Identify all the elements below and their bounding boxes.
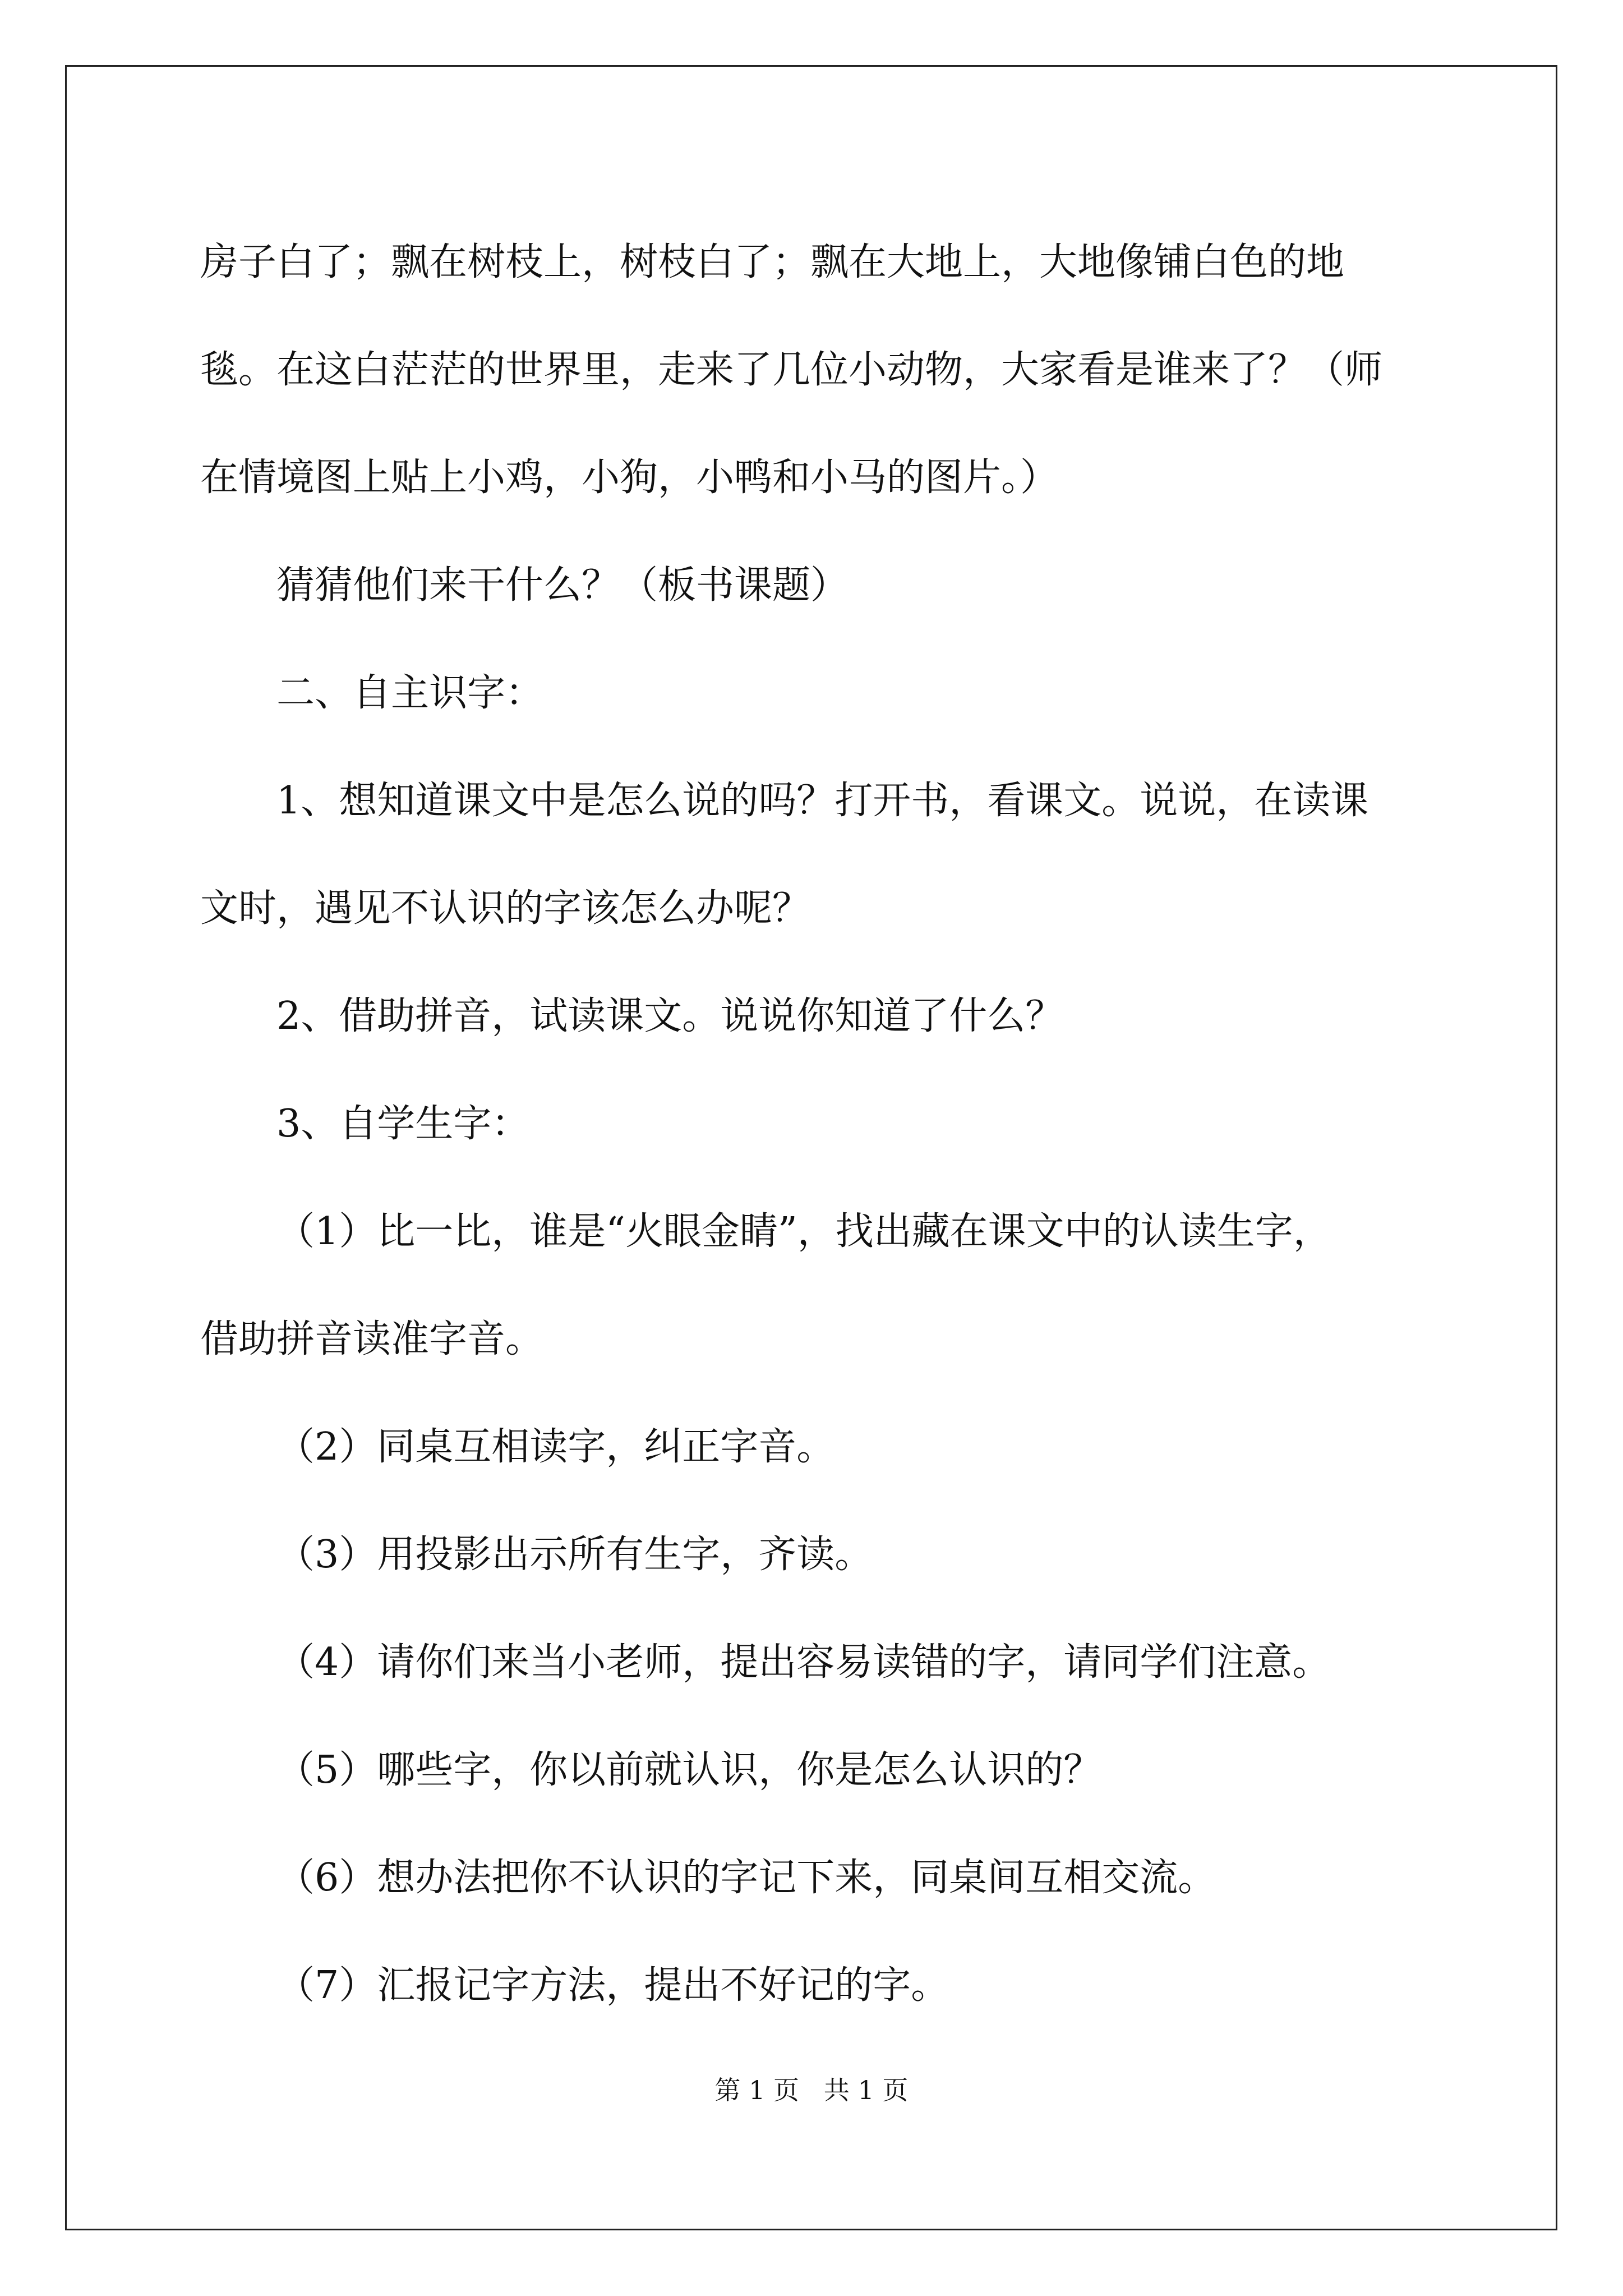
list-item: （6）想办法把你不认识的字记下来，同桌间互相交流。 [276,1856,1216,1900]
paragraph-line: 借助拼音读准字音。 [200,1317,544,1361]
document-body [200,209,1434,2040]
section-heading: 二、自主识字： [276,671,544,715]
paragraph-line: 1、想知道课文中是怎么说的吗？打开书，看课文。说说，在读课 [276,779,1369,823]
paragraph-line: 文时，遇见不认识的字该怎么办呢？ [200,886,811,931]
page-number-footer: 第 1 页 共 1 页 [714,2075,909,2105]
paragraph-line: 2、借助拼音，试读课文。说说你知道了什么？ [276,994,1064,1038]
list-item: （2）同桌互相读字，纠正字音。 [276,1425,835,1469]
list-item: （5）哪些字，你以前就认识，你是怎么认识的？ [276,1748,1102,1792]
paragraph-line: 房子白了；飘在树枝上，树枝白了；飘在大地上，大地像铺白色的地 [200,240,1345,284]
list-item: （3）用投影出示所有生字，齐读。 [276,1533,873,1577]
paragraph-line: 毯。在这白茫茫的世界里，走来了几位小动物，大家看是谁来了？（师 [200,348,1383,392]
list-item: （7）汇报记字方法，提出不好记的字。 [276,1963,949,2008]
paragraph-line: 猜猜他们来干什么？（板书课题） [276,563,849,608]
list-item: （4）请你们来当小老师，提出容易读错的字，请同学们注意。 [276,1640,1331,1685]
paragraph-line: 3、自学生字： [276,1102,530,1146]
paragraph-line: 在情境图上贴上小鸡，小狗，小鸭和小马的图片。） [200,455,1059,500]
list-item: （1）比一比，谁是“火眼金睛”，找出藏在课文中的认读生字， [276,1209,1331,1254]
